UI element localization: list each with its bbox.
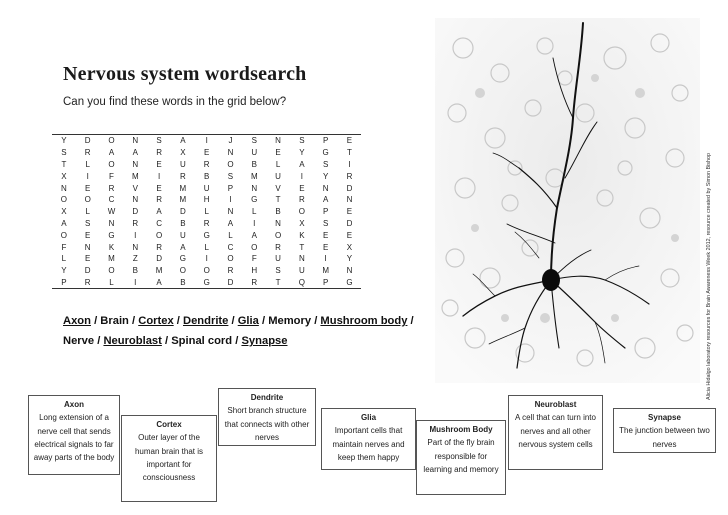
grid-row xyxy=(52,206,361,218)
grid-cell: E xyxy=(85,183,91,193)
page-subtitle: Can you find these words in the grid below? xyxy=(63,96,287,108)
grid-cell: M xyxy=(322,266,329,276)
grid-cell: P xyxy=(322,277,329,287)
word-list-item: Axon xyxy=(63,315,91,327)
grid-cell: M xyxy=(250,171,258,181)
grid-cell: X xyxy=(61,171,67,181)
grid-cell: B xyxy=(180,218,186,228)
grid-cell: T xyxy=(275,277,281,287)
grid-cell: R xyxy=(179,171,186,181)
grid-cell: N xyxy=(346,195,353,205)
grid-cell: I xyxy=(157,171,161,181)
grid-cell: N xyxy=(132,195,139,205)
grid-cell: S xyxy=(156,136,162,146)
grid-cell: R xyxy=(346,171,353,181)
grid-cell: C xyxy=(156,218,162,228)
grid-cell: E xyxy=(299,183,305,193)
grid-cell: E xyxy=(204,148,210,158)
grid-cell: S xyxy=(227,171,234,181)
grid-cell: D xyxy=(227,277,234,287)
grid-cell: R xyxy=(84,148,91,158)
grid-cell: L xyxy=(275,159,281,169)
grid-cell: X xyxy=(299,218,305,228)
card-axon xyxy=(28,395,120,475)
grid-cell: B xyxy=(251,159,257,169)
grid-cell: E xyxy=(346,207,353,217)
word-list-item: Nerve xyxy=(63,335,95,347)
grid-cell: E xyxy=(156,183,162,193)
grid-cell: D xyxy=(156,254,162,264)
card-title: Dendrite xyxy=(250,393,284,402)
grid-cell: E xyxy=(85,254,91,264)
grid-cell: S xyxy=(299,136,305,146)
grid-cell: B xyxy=(132,266,138,276)
grid-cell: P xyxy=(322,136,329,146)
grid-cell: T xyxy=(299,242,305,252)
grid-cell: N xyxy=(275,218,281,228)
grid-cell: I xyxy=(86,171,89,181)
grid-cell: P xyxy=(322,207,329,217)
grid-cell: I xyxy=(229,195,232,205)
grid-cell: O xyxy=(108,266,115,276)
grid-cell: G xyxy=(346,277,353,287)
grid-cell: N xyxy=(251,183,258,193)
grid-row xyxy=(52,229,361,241)
grid-cell: Z xyxy=(132,254,138,264)
card-title: Cortex xyxy=(156,420,182,429)
grid-cell: A xyxy=(322,195,329,205)
card-cortex xyxy=(121,415,217,502)
grid-cell: D xyxy=(179,207,186,217)
grid-cell: N xyxy=(227,148,234,158)
grid-cell: A xyxy=(156,207,162,217)
grid-cell: F xyxy=(61,242,67,252)
card-title: Glia xyxy=(360,413,377,422)
grid-cell: T xyxy=(275,195,281,205)
grid-cell: R xyxy=(298,195,305,205)
grid-cell: N xyxy=(132,159,139,169)
grid-cell: A xyxy=(180,136,186,146)
grid-cell: H xyxy=(251,266,258,276)
grid-cell: F xyxy=(109,171,114,181)
grid-cell: A xyxy=(108,148,115,158)
word-list-item: Mushroom body xyxy=(320,315,408,327)
grid-cell: X xyxy=(346,242,353,252)
grid-cell: J xyxy=(228,136,233,146)
grid-cell: D xyxy=(346,183,353,193)
grid-cell: I xyxy=(205,254,208,264)
card-neuroblast xyxy=(508,395,603,470)
grid-cell: G xyxy=(322,148,329,158)
grid-cell: R xyxy=(108,183,115,193)
card-body: Part of the fly brain responsible for learning and memory xyxy=(423,438,499,474)
grid-cell: S xyxy=(61,148,67,158)
grid-cell: E xyxy=(322,242,329,252)
grid-cell: I xyxy=(324,254,327,264)
grid-cell: V xyxy=(275,183,281,193)
grid-cell: G xyxy=(108,230,115,240)
grid-cell: K xyxy=(108,242,115,252)
grid-row xyxy=(52,159,361,171)
grid-cell: Y xyxy=(61,266,67,276)
grid-cell: M xyxy=(179,183,187,193)
grid-cell: N xyxy=(322,183,329,193)
grid-cell: L xyxy=(204,207,209,217)
grid-cell: Y xyxy=(299,148,305,158)
grid-row xyxy=(52,135,361,147)
grid-cell: O xyxy=(60,230,68,240)
card-title: Neuroblast xyxy=(534,400,577,409)
grid-row xyxy=(52,277,361,289)
grid-cell: B xyxy=(275,207,281,217)
grid-cell: O xyxy=(251,242,258,252)
grid-cell: W xyxy=(107,207,116,217)
grid-cell: M xyxy=(108,254,115,264)
grid-row xyxy=(52,194,361,206)
word-list: Axon / Brain / Cortex / Dendrite / Glia / Memory / Mushroom body / Nerve / Neuroblast / Spinal cord / Synapse xyxy=(63,315,414,347)
grid-cell: N xyxy=(346,266,353,276)
grid-cell: D xyxy=(346,218,353,228)
grid-cell: O xyxy=(108,159,115,169)
grid-cell: A xyxy=(251,230,257,240)
grid-cell: F xyxy=(251,254,257,264)
neuron-photo xyxy=(435,18,700,383)
grid-cell: S xyxy=(322,218,329,228)
grid-cell: R xyxy=(227,266,234,276)
card-body: Important cells that maintain nerves and keep them happy xyxy=(332,426,405,462)
grid-cell: K xyxy=(299,230,305,240)
grid-cell: U xyxy=(179,159,186,169)
grid-cell: N xyxy=(108,218,115,228)
grid-cell: S xyxy=(85,218,91,228)
grid-cell: N xyxy=(275,136,281,146)
word-list-item: Neuroblast xyxy=(103,335,162,347)
grid-cell: N xyxy=(298,254,305,264)
grid-cell: A xyxy=(156,277,162,287)
card-glia xyxy=(321,408,416,470)
grid-cell: R xyxy=(156,148,162,158)
grid-cell: O xyxy=(227,159,234,169)
grid-cell: U xyxy=(203,183,210,193)
grid-cell: G xyxy=(203,277,210,287)
grid-cell: E xyxy=(322,230,329,240)
grid-cell: R xyxy=(132,218,139,228)
grid-cell: Y xyxy=(322,171,329,181)
grid-cell: O xyxy=(298,207,305,217)
grid-cell: R xyxy=(251,277,258,287)
grid-cell: V xyxy=(132,183,138,193)
grid-row xyxy=(52,253,361,265)
grid-cell: D xyxy=(84,266,91,276)
grid-cell: X xyxy=(61,207,67,217)
card-body: Outer layer of the human brain that is important for consciousness xyxy=(134,433,204,483)
grid-cell: R xyxy=(203,218,210,228)
grid-row xyxy=(52,170,361,182)
card-synapse xyxy=(613,408,716,453)
grid-cell: E xyxy=(346,230,353,240)
grid-cell: P xyxy=(227,183,234,193)
grid-row xyxy=(52,265,361,277)
grid-cell: U xyxy=(251,148,258,158)
grid-cell: N xyxy=(84,242,91,252)
grid-cell: C xyxy=(108,195,115,205)
grid-row xyxy=(52,218,361,230)
grid-cell: E xyxy=(275,148,281,158)
grid-cell: S xyxy=(275,266,281,276)
grid-cell: A xyxy=(132,148,138,158)
grid-cell: O xyxy=(108,136,115,146)
card-title: Axon xyxy=(64,400,84,409)
grid-cell: S xyxy=(322,159,329,169)
grid-cell: Y xyxy=(61,136,67,146)
page-title: Nervous system wordsearch xyxy=(63,63,307,85)
grid-cell: T xyxy=(61,159,67,169)
grid-cell: X xyxy=(180,148,186,158)
card-dendrite xyxy=(218,388,316,446)
grid-row xyxy=(52,182,361,194)
grid-cell: L xyxy=(109,277,114,287)
grid-cell: R xyxy=(275,242,281,252)
grid-cell: H xyxy=(203,195,210,205)
grid-cell: M xyxy=(131,171,139,181)
grid-cell: E xyxy=(85,230,91,240)
grid-cell: D xyxy=(84,136,91,146)
grid-cell: A xyxy=(227,218,234,228)
grid-cell: N xyxy=(132,242,139,252)
word-list-item: Dendrite xyxy=(183,315,229,327)
credit-text: Alicia Hidalgo laboratory resources for Brain Awareness Week 2012, resource created by Simon Bishop xyxy=(706,153,712,400)
grid-cell: M xyxy=(155,266,163,276)
grid-cell: O xyxy=(60,195,68,205)
grid-cell: D xyxy=(132,207,139,217)
grid-cell: B xyxy=(180,277,186,287)
grid-cell: N xyxy=(132,136,139,146)
grid-cell: L xyxy=(85,159,90,169)
grid-row xyxy=(52,147,361,159)
word-list-item: Spinal cord xyxy=(171,335,233,347)
card-body: Short branch structure that connects with other nerves xyxy=(224,406,310,442)
grid-cell: N xyxy=(61,183,67,193)
card-body: A cell that can turn into nerves and all other nervous system cells xyxy=(515,413,596,449)
wordsearch-grid xyxy=(52,134,361,289)
word-list-item: Memory xyxy=(268,315,312,327)
word-list-item: Brain xyxy=(100,315,129,327)
grid-cell: Q xyxy=(298,277,305,287)
grid-cell: T xyxy=(347,148,352,158)
grid-cell: A xyxy=(180,242,186,252)
grid-cell: R xyxy=(156,242,162,252)
grid-cell: I xyxy=(134,277,137,287)
grid-cell: L xyxy=(61,254,67,264)
grid-cell: I xyxy=(205,136,208,146)
word-list-item: Cortex xyxy=(138,315,174,327)
card-body: Long extension of a nerve cell that sends electrical signals to far away parts of the body xyxy=(33,413,115,463)
grid-cell: P xyxy=(61,277,67,287)
grid-cell: A xyxy=(299,159,305,169)
grid-cell: O xyxy=(84,195,91,205)
grid-cell: I xyxy=(300,171,303,181)
grid-cell: O xyxy=(274,230,282,240)
grid-cell: B xyxy=(204,171,210,181)
grid-cell: N xyxy=(227,207,234,217)
word-list-item: Synapse xyxy=(241,335,288,347)
grid-cell: S xyxy=(251,136,257,146)
grid-cell: L xyxy=(204,242,209,252)
grid-cell: C xyxy=(227,242,234,252)
grid-cell: R xyxy=(156,195,162,205)
grid-cell: E xyxy=(156,159,162,169)
grid-cell: L xyxy=(252,207,257,217)
grid-cell: G xyxy=(251,195,258,205)
grid-cell: O xyxy=(179,266,186,276)
card-title: Synapse xyxy=(648,413,681,422)
grid-cell: U xyxy=(275,254,281,264)
grid-cell: O xyxy=(227,254,234,264)
grid-cell: G xyxy=(203,230,210,240)
grid-cell: O xyxy=(203,266,210,276)
grid-cell: I xyxy=(134,230,137,240)
grid-cell: A xyxy=(61,218,67,228)
grid-cell: I xyxy=(348,159,351,169)
grid-cell: Y xyxy=(346,254,353,264)
grid-cell: R xyxy=(84,277,91,287)
grid-cell: M xyxy=(179,195,187,205)
grid-cell: L xyxy=(85,207,90,217)
grid-row xyxy=(52,241,361,253)
card-title: Mushroom Body xyxy=(429,425,493,434)
grid-cell: U xyxy=(298,266,305,276)
grid-cell: U xyxy=(275,171,281,181)
grid-cell: E xyxy=(346,136,353,146)
grid-cell: O xyxy=(155,230,163,240)
grid-cell: L xyxy=(228,230,233,240)
grid-cell: R xyxy=(203,159,210,169)
grid-cell: U xyxy=(179,230,186,240)
grid-cell: I xyxy=(253,218,256,228)
grid-cell: G xyxy=(179,254,186,264)
card-mushroom-body xyxy=(416,420,506,495)
word-list-item: Glia xyxy=(237,315,259,327)
card-body: The junction between two nerves xyxy=(619,426,710,449)
